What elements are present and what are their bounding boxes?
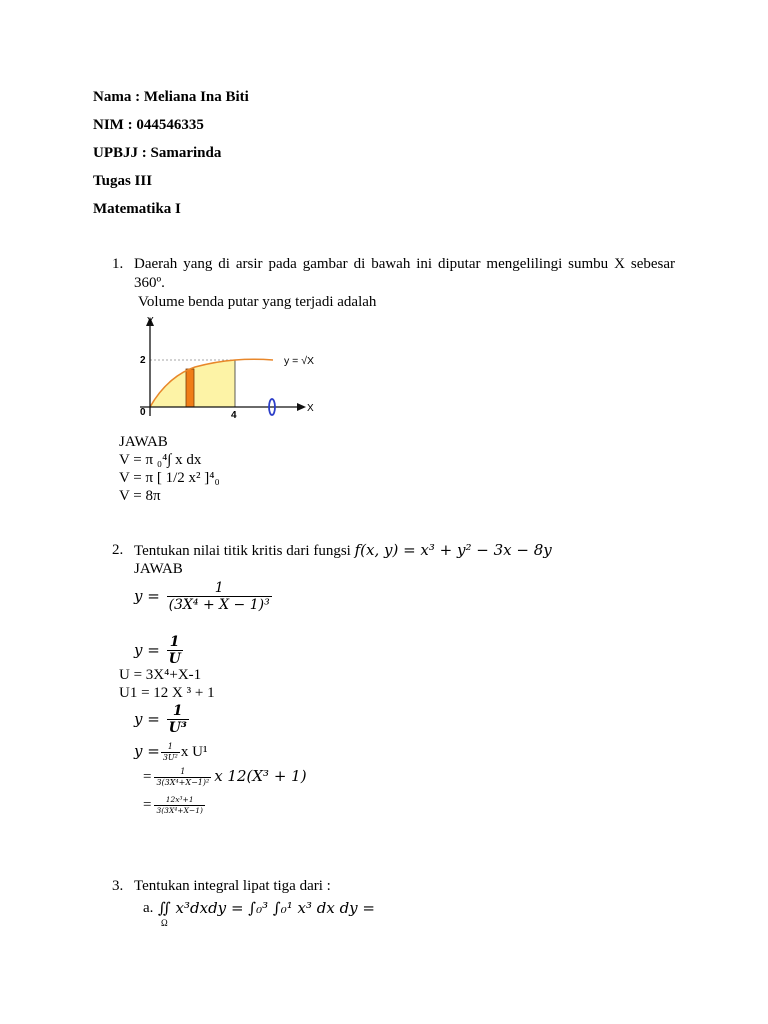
curve-label: y = √X	[284, 355, 314, 367]
q2-eq6-denominator: 3(3X⁴+X−1)	[156, 805, 203, 815]
q2-eq5-rest: x 12(X³ + 1)	[214, 767, 307, 785]
q2-eq6-fraction	[154, 796, 204, 814]
q2-eq4-lhs: y =	[134, 742, 160, 760]
q1-answer-line3: V = 8π	[119, 488, 161, 504]
q2-eq1-fraction	[167, 581, 272, 614]
q2-eq6-equals: =	[143, 797, 152, 813]
y-tick-label: 2	[140, 355, 146, 366]
q2-question-text: Tentukan nilai titik kritis dari fungsi	[134, 543, 351, 559]
q1-text-line1: Daerah yang di arsir pada gambar di bawah ini diputar mengelilingi sumbu X sebesar	[134, 256, 675, 272]
q2-eq2-denominator: U	[168, 651, 181, 668]
q2-eq3	[134, 701, 192, 737]
q1-answer-line2: V = π [ 1/2 x² ]⁴₀	[119, 470, 220, 486]
q2-eq3-denominator: U³	[168, 720, 187, 737]
volume-graph	[120, 312, 340, 422]
q1-answer-heading: JAWAB	[119, 434, 168, 450]
q2-eq2-lhs: y =	[134, 641, 160, 659]
q1-number: 1.	[112, 256, 124, 272]
q2-eq2-numerator: 1	[167, 635, 183, 651]
q2-number: 2.	[112, 542, 124, 558]
q2-eq4	[134, 738, 207, 764]
q3-sub-a: a.	[143, 900, 154, 916]
q2-eq4-numerator: 1	[161, 743, 180, 753]
q3-integral-lhs: ∬ x³dxdy	[158, 899, 227, 917]
q2-eq1-numerator: 1	[167, 581, 272, 597]
q1-text-line2: 360º.	[134, 275, 165, 291]
slice-strip	[186, 369, 194, 407]
q1-answer-line1: V = π ₀⁴∫ x dx	[119, 452, 202, 468]
q2-eq2	[134, 632, 186, 668]
student-upbjj: UPBJJ : Samarinda	[93, 145, 222, 161]
student-nim: NIM : 044546335	[93, 117, 204, 133]
q2-eq3-lhs: y =	[134, 710, 160, 728]
q2-question	[134, 541, 552, 560]
q2-eq1	[134, 578, 275, 614]
q2-eq1-lhs: y =	[134, 587, 160, 605]
q3-integral-rhs: = ∫₀³ ∫₀¹ x³ dx dy =	[230, 899, 375, 917]
q2-eq5	[143, 763, 307, 789]
origin-label: 0	[140, 407, 146, 418]
q2-eq2-fraction	[167, 635, 183, 668]
q2-eq4-fraction	[161, 743, 180, 762]
q2-eq3-fraction	[167, 704, 189, 737]
assignment-title: Tugas III	[93, 173, 153, 189]
q3-integral	[158, 899, 375, 917]
q3-number: 3.	[112, 878, 124, 894]
q2-eq3-numerator: 1	[167, 704, 189, 720]
q3-integral-region: Ω	[161, 918, 168, 928]
q1-text-line3: Volume benda putar yang terjadi adalah	[138, 294, 377, 310]
y-axis-label: Y	[147, 316, 154, 327]
student-name: Nama : Meliana Ina Biti	[93, 89, 249, 105]
q2-eq5-numerator: 1	[154, 768, 211, 778]
q2-eq4-denominator: 3U²	[162, 752, 178, 762]
q2-function: f(x, y) = x³ + y² − 3x − 8y	[354, 541, 552, 559]
x-axis-arrow	[297, 403, 306, 411]
q2-eq6-numerator: 12x³+1	[154, 796, 204, 805]
x-axis-label: X	[307, 403, 314, 414]
q2-eq4-rest: x U¹	[180, 744, 208, 760]
q2-eq6	[143, 792, 208, 818]
q2-eq5-equals: =	[143, 769, 152, 785]
q2-u-derivative: U1 = 12 X ³ + 1	[119, 685, 215, 701]
q2-u-definition: U = 3X⁴+X-1	[119, 667, 202, 683]
x-tick-label: 4	[231, 410, 237, 421]
q3-text: Tentukan integral lipat tiga dari :	[134, 878, 331, 894]
course-title: Matematika I	[93, 201, 181, 217]
q2-eq5-denominator: 3(3X⁴+X−1)²	[156, 777, 210, 787]
q2-eq1-denominator: (3X⁴ + X − 1)³	[168, 597, 270, 614]
q2-eq5-fraction	[154, 768, 211, 787]
q2-answer-heading: JAWAB	[134, 561, 183, 577]
